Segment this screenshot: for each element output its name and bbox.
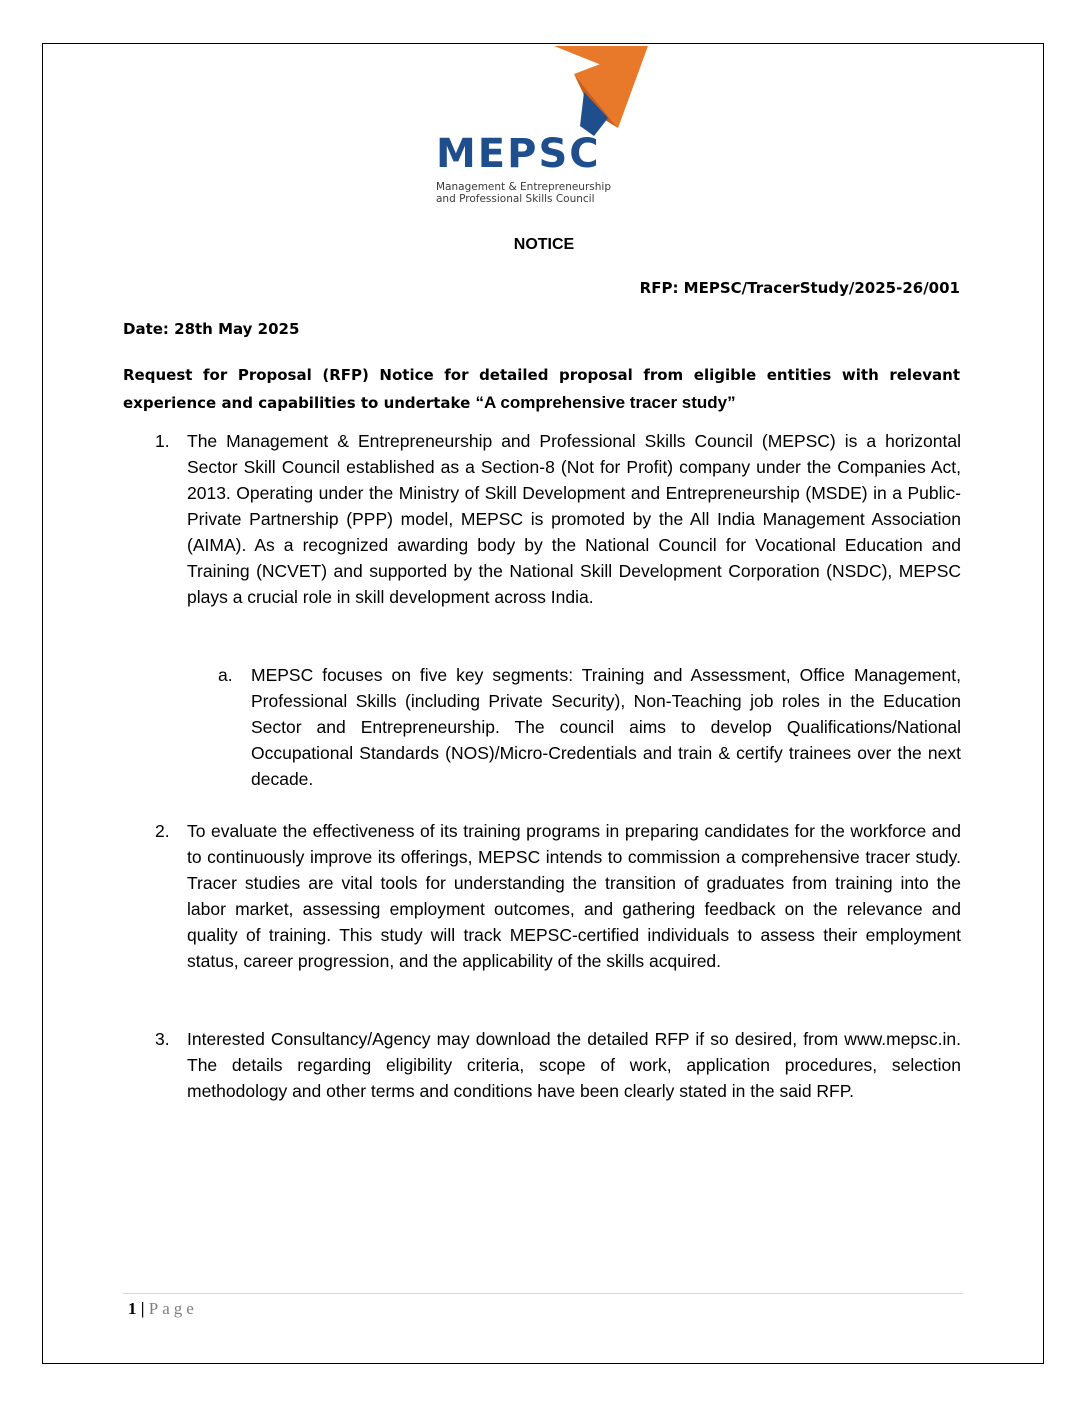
footer-separator: | xyxy=(140,1299,145,1318)
list-item-number: a. xyxy=(218,665,233,685)
list-item-text: Interested Consultancy/Agency may download the detailed RFP if so desired, from www.mepsc.in. The details regarding eligibility criteria, scope of work, application procedures, selection methodology and other terms and conditions have been clearly stated in the said RFP. xyxy=(187,1029,961,1101)
page-footer xyxy=(128,1299,198,1319)
list-item-3 xyxy=(155,1026,961,1104)
list-item-1 xyxy=(155,428,961,610)
page-label: Page xyxy=(148,1299,198,1318)
list-item-text: To evaluate the effectiveness of its training programs in preparing candidates for the workforce and to continuously improve its offerings, MEPSC intends to commission a comprehensive tracer study. Tracer studies are vital tools for understanding the transition of graduates from training into the labor market, assessing employment outcomes, and gathering feedback on the relevance and quality of training. This study will track MEPSC-certified individuals to assess their employment status, career progression, and the applicability of the skills acquired. xyxy=(187,821,961,971)
notice-heading: NOTICE xyxy=(513,236,575,253)
rfp-reference: RFP: MEPSC/TracerStudy/2025-26/001 xyxy=(639,279,960,297)
list-item-1a xyxy=(218,662,961,792)
notice-subject xyxy=(123,361,960,417)
notice-date: Date: 28th May 2025 xyxy=(123,320,300,338)
logo-wordmark: MEPSC xyxy=(436,131,601,177)
list-item-number: 3. xyxy=(155,1029,170,1049)
list-item-number: 2. xyxy=(155,821,170,841)
mepsc-logo xyxy=(434,44,656,205)
list-item-number: 1. xyxy=(155,431,170,451)
logo-arrow-icon xyxy=(434,44,656,136)
list-item-text: The Management & Entrepreneurship and Professional Skills Council (MEPSC) is a horizontal Sector Skill Council established as a Section-8 (Not for Profit) company under the Companies Act, 2013. Operating under the Ministry of Skill Development and Entrepreneurship (MSDE) in a Public-Private Partnership (PPP) model, MEPSC is promoted by the All India Management Association (AIMA). As a recognized awarding body by the National Council for Vocational Education and Training (NCVET) and supported by the National Skill Development Corporation (NSDC), MEPSC plays a crucial role in skill development across India. xyxy=(187,431,961,607)
subject-quote: “A comprehensive tracer study” xyxy=(475,393,736,412)
subject-text: Request for Proposal (RFP) Notice for detailed proposal from eligible entities with relevant experience and capabilities to undertake xyxy=(123,366,960,412)
logo-tagline-line2: and Professional Skills Council xyxy=(436,193,595,205)
list-item-2 xyxy=(155,818,961,974)
page-number: 1 xyxy=(128,1299,137,1318)
list-item-text: MEPSC focuses on five key segments: Training and Assessment, Office Management, Professional Skills (including Private Security), Non-Teaching job roles in the Education Sector and Entrepreneurship. The council aims to develop Qualifications/National Occupational Standards (NOS)/Micro-Credentials and train & certify trainees over the next decade. xyxy=(251,665,961,789)
logo-tagline-line1: Management & Entrepreneurship xyxy=(436,181,611,193)
logo-tagline xyxy=(436,181,611,205)
footer-divider xyxy=(123,1293,963,1294)
